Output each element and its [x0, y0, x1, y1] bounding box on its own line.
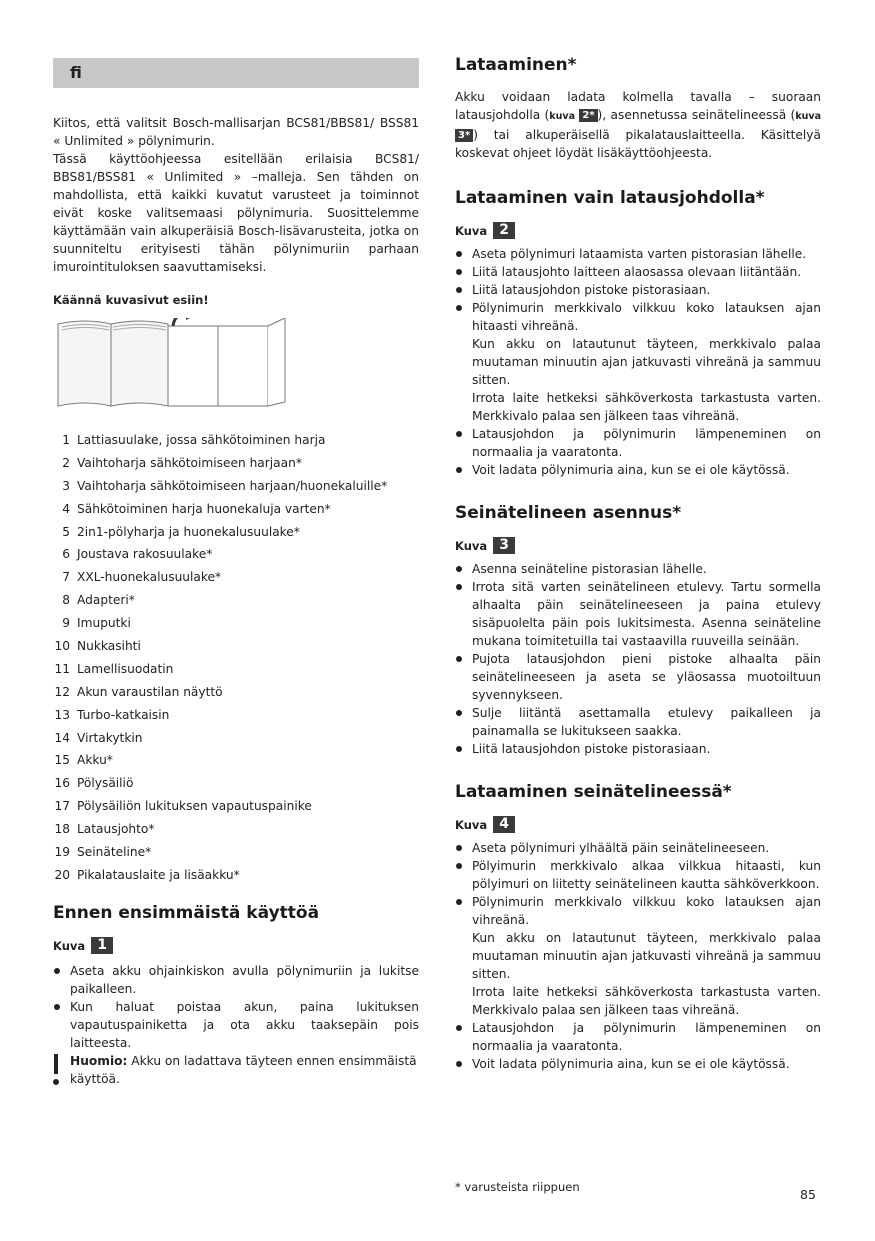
turn-pages-label: Käännä kuvasivut esiin! — [53, 293, 209, 307]
list-item: 3 Vaihtoharja sähkötoimiseen harjaan/huonekaluille* — [62, 478, 388, 493]
list-item: 5 2in1-pölyharja ja huonekalusuulake* — [62, 524, 300, 539]
list-item: 6 Joustava rakosuulake* — [62, 547, 213, 562]
list-item: Asenna seinäteline pistorasian lähelle. — [455, 560, 821, 578]
section-title: Seinätelineen asennus* — [455, 503, 682, 523]
list-item: 7 XXL-huonekalusuulake* — [62, 570, 222, 585]
list-item: 17 Pölysäiliön lukituksen vapautuspainike — [54, 799, 312, 814]
list-item: 4 Sähkötoiminen harja huonekaluja varten* — [62, 501, 331, 516]
section-title: Lataaminen* — [455, 55, 577, 75]
list-item: 13 Turbo-katkaisin — [54, 707, 170, 722]
intro-models: Tässä käyttöohjeessa esitellään erilaisia BCS81/ BBS81/BSS81 « Unlimited » –malleja. Sen tähden on mahdollista, että kaikki kuvatut varusteet ja toiminnot eivät koske valitsemaasi pölynimuria. Suosittelemme käyttämään vain alkuperäisiä Bosch-lisävarusteita, jotka on suunniteltu erityisesti tähän pölynimuriin parhaan imurointituloksen saavuttamiseksi. — [53, 152, 419, 274]
book-fold-illustration — [53, 318, 293, 413]
list-item: 19 Seinäteline* — [54, 845, 152, 860]
section-title: Lataaminen seinätelineessä* — [455, 782, 732, 802]
parts-list — [53, 429, 419, 887]
figure-ref: Kuva 1 — [53, 937, 419, 954]
figure-ref: Kuva 2 — [455, 222, 821, 239]
list-item: Aseta pölynimuri lataamista varten pistorasian lähelle. — [455, 245, 821, 263]
list-item: 10 Nukkasihti — [54, 639, 141, 654]
footnote: * varusteista riippuen — [455, 1180, 580, 1194]
warning-icon — [52, 1054, 60, 1086]
list-item: Irrota sitä varten seinätelineen etulevy. Tartu sormella alhaalta päin seinätelineeseen ja paina etulevy sisäpuolelta päin pois lukitsimesta. Asenna seinäteline mukana toimitetuilla tai vastaavilla ruuveilla seinään. — [455, 578, 821, 650]
list-item: Pölynimurin merkkivalo vilkkuu koko latauksen ajan vihreänä. Kun akku on latautunut täyteen, merkkivalo palaa muutaman minuutin ajan jatkuvasti vihreänä ja sammuu sitten. Irrota laite hetkeksi sähköverkosta tarkastusta varten. Merkkivalo palaa sen jälkeen taas vihreänä. — [455, 893, 821, 1019]
figure-ref: Kuva 3 — [455, 537, 821, 554]
section-title: Ennen ensimmäistä käyttöä — [53, 903, 320, 923]
list-item: 20 Pikalatauslaite ja lisäakku* — [54, 867, 240, 882]
list-item: Pölynimurin merkkivalo vilkkuu koko latauksen ajan hitaasti vihreänä. Kun akku on latautunut täyteen, merkkivalo palaa muutaman minuutin ajan jatkuvasti vihreänä ja sammuu sitten. Irrota laite hetkeksi sähköverkosta tarkastusta varten. Merkkivalo palaa sen jälkeen taas vihreänä. — [455, 299, 821, 425]
intro-thanks: Kiitos, että valitsit Bosch-mallisarjan BCS81/BBS81/ BSS81 « Unlimited » pölynimurin. — [53, 116, 419, 148]
list-item: Pölyimurin merkkivalo alkaa vilkkua hitaasti, kun pölyimuri on liitetty seinätelineen kautta sähköverkkoon. — [455, 857, 821, 893]
list-item: 15 Akku* — [54, 753, 113, 768]
bullet-list — [455, 560, 821, 758]
list-item: 14 Virtakytkin — [54, 730, 143, 745]
section-before-use — [53, 903, 419, 1088]
list-item: Latausjohdon ja pölynimurin lämpeneminen on normaalia ja vaaratonta. — [455, 425, 821, 461]
list-item: 2 Vaihtoharja sähkötoimiseen harjaan* — [62, 455, 302, 470]
list-item: 11 Lamellisuodatin — [54, 661, 174, 676]
bullet-list — [53, 962, 419, 1052]
list-item: Latausjohdon ja pölynimurin lämpeneminen on normaalia ja vaaratonta. — [455, 1019, 821, 1055]
section-title: Lataaminen vain latausjohdolla* — [455, 188, 765, 208]
list-item: Aseta pölynimuri ylhäältä päin seinätelineeseen. — [455, 839, 821, 857]
left-column — [53, 58, 419, 1086]
list-item: Liitä latausjohdon pistoke pistorasiaan. — [455, 281, 821, 299]
list-item: Liitä latausjohdon pistoke pistorasiaan. — [455, 740, 821, 758]
charging-paragraph: Akku voidaan ladata kolmella tavalla – suoraan latausjohdolla (kuva 2* ), asennetussa seinätelineessä (kuva 3* ) tai alkuperäisellä pikalatauslaitteella. Käsittelyä koskevat ohjeet löydät lisäkäyttöohjeesta. — [455, 90, 822, 160]
list-item: Liitä latausjohto laitteen alaosassa olevaan liitäntään. — [455, 263, 821, 281]
list-item: Kun haluat poistaa akun, paina lukituksen vapautuspainiketta ja ota akku taaksepäin pois laitteesta. — [53, 998, 419, 1052]
figure-ref: Kuva 4 — [455, 816, 821, 833]
list-item: Voit ladata pölynimuria aina, kun se ei ole käytössä. — [455, 461, 821, 479]
right-column — [455, 55, 821, 1073]
intro — [53, 114, 419, 276]
list-item: 16 Pölysäiliö — [54, 776, 134, 791]
list-item: 9 Imuputki — [62, 616, 131, 631]
language-bar: fi — [53, 58, 419, 88]
list-item: Voit ladata pölynimuria aina, kun se ei ole käytössä. — [455, 1055, 821, 1073]
list-item: Sulje liitäntä asettamalla etulevy paikalleen ja painamalla se lukitukseen saakka. — [455, 704, 821, 740]
list-item: 1 Lattiasuulake, jossa sähkötoiminen harja — [62, 433, 326, 447]
page-number: 85 — [800, 1187, 816, 1202]
note: Huomio: Akku on ladattava täyteen ennen ensimmäistä käyttöä. — [53, 1052, 419, 1088]
bullet-list — [455, 839, 821, 1073]
list-item: Aseta akku ohjainkiskon avulla pölynimuriin ja lukitse paikalleen. — [53, 962, 419, 998]
list-item: 8 Adapteri* — [62, 593, 135, 608]
list-item: 18 Latausjohto* — [54, 822, 155, 837]
list-item: 12 Akun varaustilan näyttö — [54, 684, 223, 699]
bullet-list — [455, 245, 821, 479]
list-item: Pujota latausjohdon pieni pistoke alhaalta päin seinätelineeseen ja aseta se yläosassa muotoiltuun syvennykseen. — [455, 650, 821, 704]
